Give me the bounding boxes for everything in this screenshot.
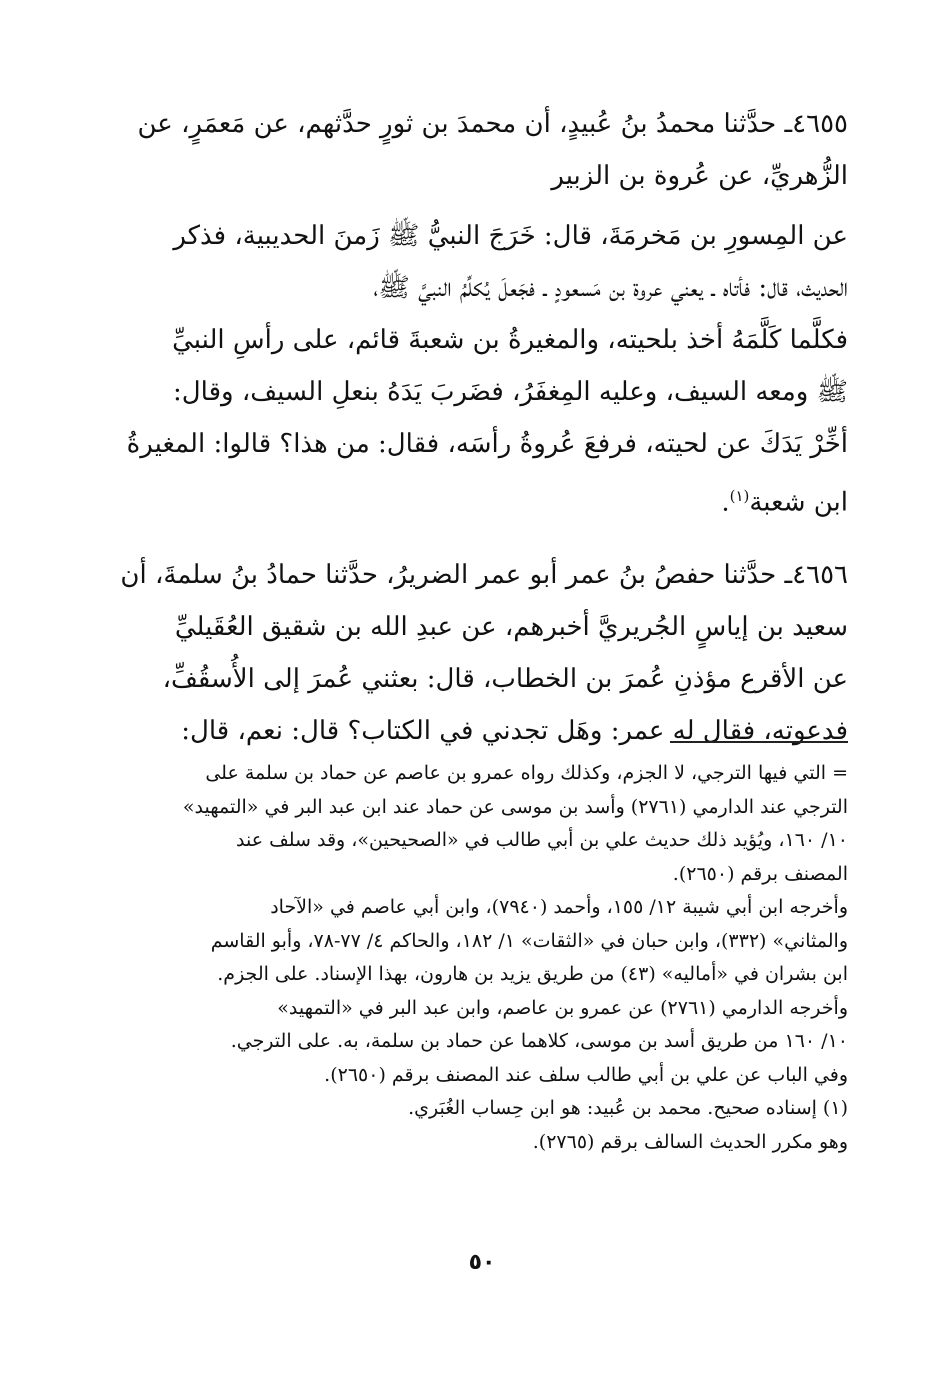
hadith-4655-body-line-3: فكلَّما كَلَّمَهُ أخذ بلحيته، والمغيرةُ بن شعبةَ قائم، على رأسِ النبيِّ [172,325,848,355]
hadith-4655-body-line-5: أخِّرْ يَدَكَ عن لحيته، فرفعَ عُروةُ رأسَه، فقال: من هذا؟ قالوا: المغيرةُ [126,429,848,459]
hadith-4655-body-line-1: عن المِسورِ بن مَخرمَةَ، قال: خَرَجَ النبيُّ ﷺ زَمنَ الحديبية، فذكر [173,221,848,251]
footnote-line: ١٠/ ١٦٠، ويُؤيد ذلك حديث علي بن أبي طالب في «الصحيحين»، وقد سلف عند [235,829,848,851]
footnote-divider [670,741,848,743]
footnote-line: وأخرجه ابن أبي شيبة ١٢/ ١٥٥، وأحمد (٧٩٤٠)، وابن أبي عاصم في «الآحاد [270,896,848,918]
hadith-4655-body-line-4: ﷺ ومعه السيف، وعليه المِغفَرُ، فضَربَ يَدَهُ بنعلِ السيف، وقال: [173,377,848,407]
hadith-4655-period: . [721,487,730,518]
footnote-line: وأخرجه الدارمي (٢٧٦١) عن عمرو بن عاصم، وابن عبد البر في «التمهيد» [277,996,848,1019]
footnote-line: = التي فيها الترجي، لا الجزم، وكذلك رواه عمرو بن عاصم عن حماد بن سلمة على [205,762,848,784]
page-number: ٥٠ [468,1250,496,1275]
footnote-line: المصنف برقم (٢٦٥٠). [672,862,848,885]
hadith-4655-body-line-6 [128,470,848,529]
footnote-line: ابن بشران في «أماليه» (٤٣) من طريق يزيد بن هارون، بهذا الإسناد. على الجزم. [217,963,848,985]
hadith-4656-body-line-1: عن الأقرع مؤذنِ عُمرَ بن الخطاب، قال: بعثني عُمرَ إلى الأُسقُفِّ، [162,663,848,694]
footnote-line: وهو مكرر الحديث السالف برقم (٢٧٦٥). [532,1130,848,1153]
hadith-4656-line-1: ٤٦٥٦ـ حدَّثنا حفصُ بنُ عمر أبو عمر الضريرُ، حدَّثنا حمادُ بنُ سلمةَ، أن [120,559,848,590]
main-text [120,98,848,757]
footnotes [130,757,848,1159]
hadith-4655-line-2: الزُّهريِّ، عن عُروة بن الزبير [551,161,848,191]
hadith-4655-body-line-2: الحديث، قال: فأتاه ـ يعني عروة بن مَسعودٍ ـ فجَعلَ يُكلِّمُ النبيَّ ﷺ، [373,273,848,303]
footnote-line: والمثاني» (٣٣٢)، وابن حبان في «الثقات» ١/ ١٨٢، والحاكم ٤/ ٧٧-٧٨، وأبو القاسم [210,929,848,952]
hadith-4656-body-line-2: فدعوته، فقال له عمر: وهَل تجدني في الكتاب؟ قال: نعم، قال: [181,715,848,746]
hadith-4655-ending: ابن شعبة [749,487,848,518]
footnote-1: (١) إسناده صحيح. محمد بن عُبيد: هو ابن حِساب الغُبَري. [408,1097,848,1119]
footnote-reference: (١) [729,487,750,505]
footnote-line: وفي الباب عن علي بن أبي طالب سلف عند المصنف برقم (٢٦٥٠). [324,1063,848,1086]
hadith-4656-line-2: سعيد بن إياسٍ الجُريريَّ أخبرهم، عن عبدِ الله بن شقيق العُقَيليِّ [174,611,848,642]
footnote-line: الترجي عند الدارمي (٢٧٦١) وأسد بن موسى عن حماد عند ابن عبد البر في «التمهيد» [182,795,848,818]
footnote-line: ١٠/ ١٦٠ من طريق أسد بن موسى، كلاهما عن حماد بن سلمة، به. على الترجي. [230,1030,848,1052]
hadith-4655-line-1: ٤٦٥٥ـ حدَّثنا محمدُ بنُ عُبيدٍ، أن محمدَ بن ثورٍ حدَّثهم، عن مَعمَرٍ، عن [137,109,848,139]
